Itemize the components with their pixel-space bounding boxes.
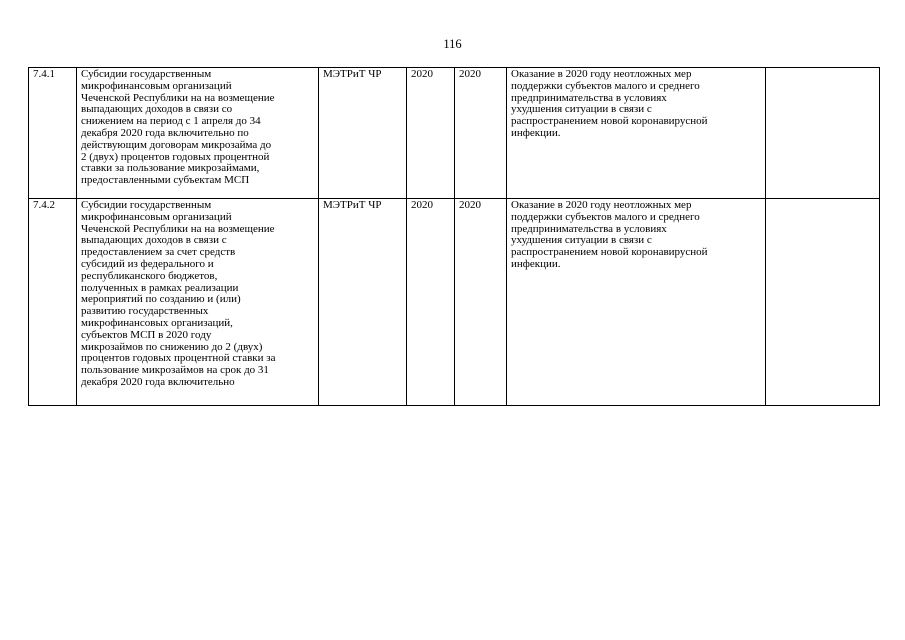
item-number: 7.4.2 (33, 199, 55, 211)
table-row (29, 68, 880, 199)
executor-cell (319, 68, 407, 199)
note-cell (766, 199, 880, 406)
page-number: 116 (443, 37, 462, 51)
table-row (29, 199, 880, 406)
expected-result-cell (507, 68, 766, 199)
start-year-cell (407, 68, 455, 199)
end-year: 2020 (459, 199, 481, 211)
executor: МЭТРиТ ЧР (323, 68, 382, 80)
measure-name-cell (77, 199, 319, 406)
measures-table (28, 67, 880, 406)
expected-result: Оказание в 2020 году неотложных мер поддержки субъектов малого и среднего предпринимательства в условиях ухудшения ситуации в связи с распространением новой коронавирусной инфекции. (511, 68, 708, 139)
measure-name-cell (77, 68, 319, 199)
measure-name: Субсидии государственным микрофинансовым организаций Чеченской Республики на на возмещение выпадающих доходов в связи с предоставлением за счет средств субсидий из федерального и республиканского бюджетов, полученных в рамках реализации мероприятий по созданию и (или) развитию государственных микрофинансовых организаций, субъектов МСП в 2020 году микрозаймов по снижению до 2 (двух) процентов годовых процентной ставки за пользование микрозаймов на срок до 31 декабря 2020 года включительно (81, 199, 276, 388)
expected-result: Оказание в 2020 году неотложных мер поддержки субъектов малого и среднего предпринимательства в условиях ухудшения ситуации в связи с распространением новой коронавирусной инфекции. (511, 199, 708, 270)
start-year-cell (407, 199, 455, 406)
expected-result-cell (507, 199, 766, 406)
item-number-cell (29, 68, 77, 199)
note-cell (766, 68, 880, 199)
executor: МЭТРиТ ЧР (323, 199, 382, 211)
executor-cell (319, 199, 407, 406)
start-year: 2020 (411, 199, 433, 211)
start-year: 2020 (411, 68, 433, 80)
item-number: 7.4.1 (33, 68, 55, 80)
item-number-cell (29, 199, 77, 406)
measure-name: Субсидии государственным микрофинансовым организаций Чеченской Республики на на возмещение выпадающих доходов в связи со снижением на период с 1 апреля до 34 декабря 2020 года включительно по действующим договорам микрозайма до 2 (двух) процентов годовых процентной ставки за пользование микрозаймами, предоставленными субъектам МСП (81, 68, 275, 187)
end-year-cell (455, 199, 507, 406)
end-year: 2020 (459, 68, 481, 80)
end-year-cell (455, 68, 507, 199)
